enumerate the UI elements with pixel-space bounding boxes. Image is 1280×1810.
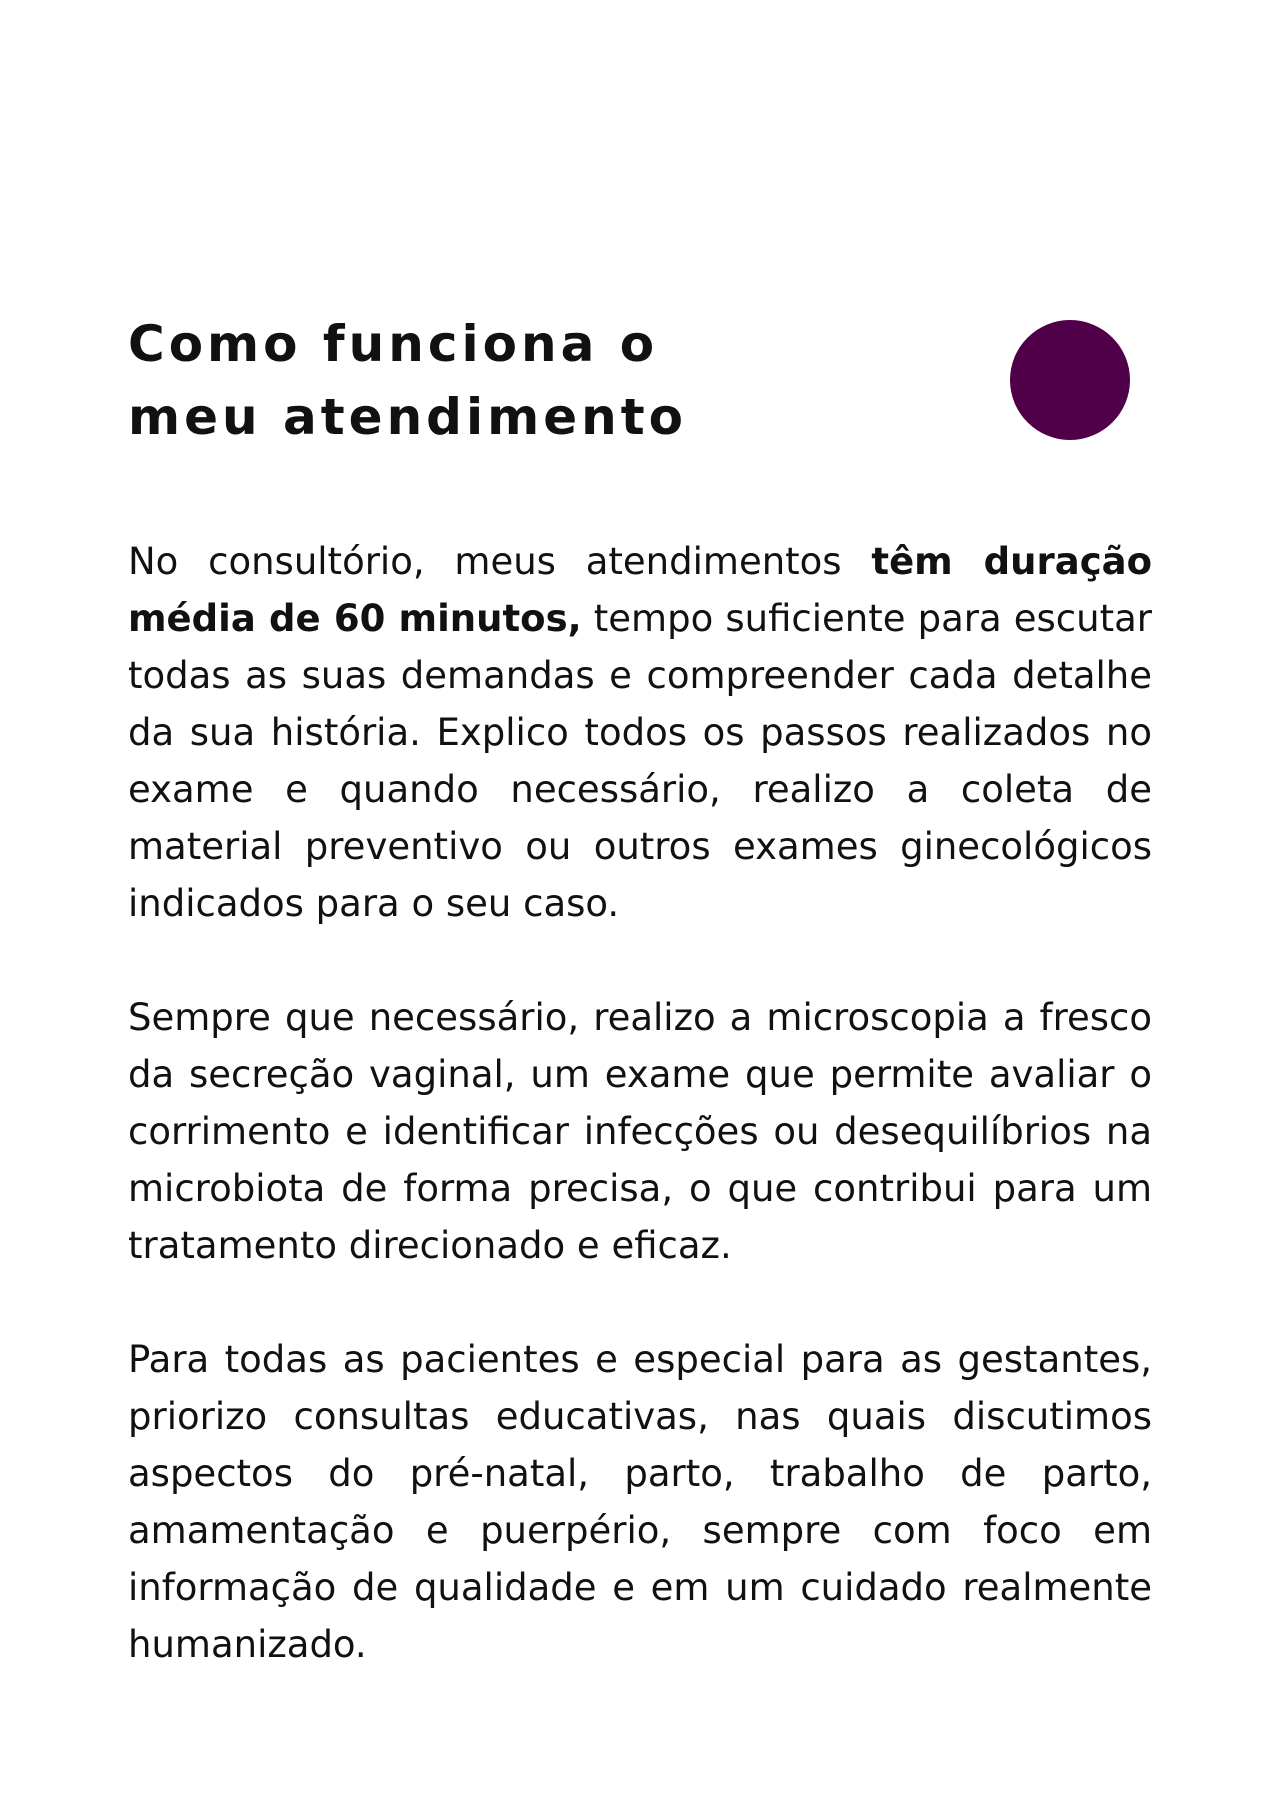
paragraph-duration-rest: tempo suficiente para escutar todas as suas demandas e compreender cada detalhe da sua história. Explico todos os passos realizados no exame e quando necessário, realizo a coleta de material preventivo ou outros exames ginecológicos indicados para o seu caso.	[128, 597, 1152, 925]
page-title-line-1: Como funciona o	[128, 315, 659, 373]
paragraph-educational-consults: Para todas as pacientes e especial para as gestantes, priorizo consultas educativas, nas quais discutimos aspectos do pré-natal, parto, trabalho de parto, amamentação e puerpério, sempre com foco em informação de qualidade e em um cuidado realmente humanizado.	[128, 1338, 1152, 1666]
paragraph-duration-highlight: têm duração média de 60 minutos,	[128, 540, 1153, 640]
body-text	[128, 533, 1152, 1730]
paragraph-duration	[128, 533, 1152, 932]
paragraph-duration-intro: No consultório, meus atendimentos	[128, 540, 872, 583]
page-title-line-2: meu atendimento	[128, 388, 687, 446]
page-title	[128, 308, 687, 454]
decorative-circle-icon	[1010, 320, 1130, 440]
paragraph-microscopy: Sempre que necessário, realizo a microscopia a fresco da secreção vaginal, um exame que permite avaliar o corrimento e identificar infecções ou desequilíbrios na microbiota de forma precisa, o que contribui para um tratamento direcionado e eficaz.	[128, 996, 1152, 1267]
